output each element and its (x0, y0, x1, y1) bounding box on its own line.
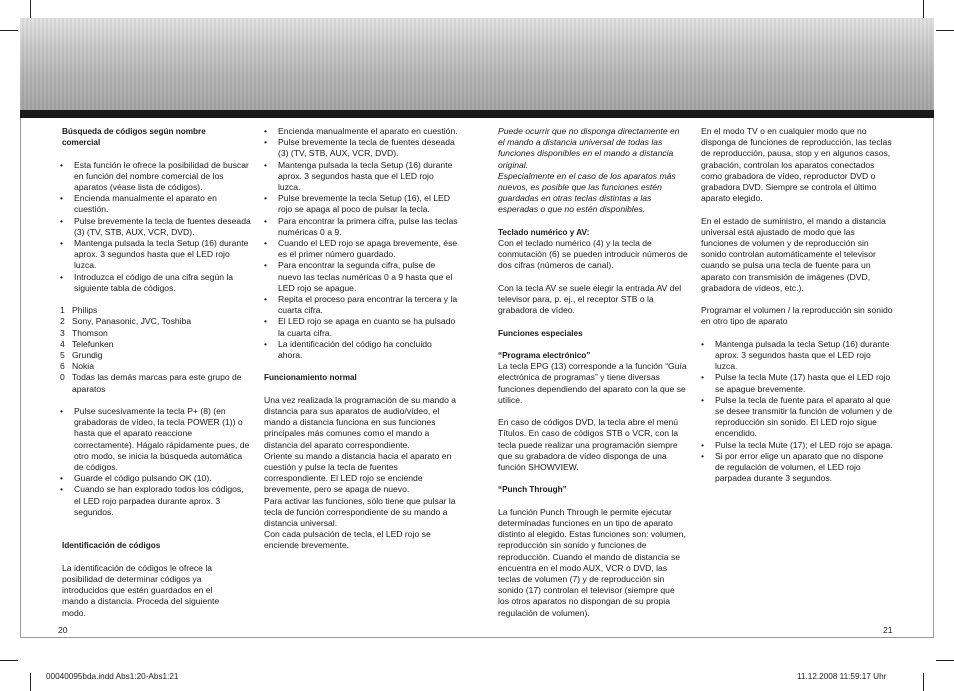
footer-timestamp: 11.12.2008 11:59:17 Uhr (797, 672, 887, 681)
heading-normal-operation: Funcionamiento normal (264, 373, 357, 383)
paragraph: La tecla EPG (13) corresponde a la función “Guía electrónica de programas” y tiene diversas funciones dependiendo del aparato con la que se utilice. (498, 361, 687, 405)
paragraph: Oriente su mando a distancia hacia el aparato en cuestión y pulse la tecla de fuentes correspondiente. El LED rojo se enciende brevemente, pero se apaga de nuevo. (264, 450, 452, 495)
bullet-list (60, 160, 252, 294)
bullet-list (60, 406, 252, 518)
paragraph: Programar el volumen / la reproducción sin sonido en otro tipo de aparato (701, 305, 893, 327)
frame-right (933, 118, 934, 638)
heading-special-functions: Funciones especiales (498, 328, 583, 338)
list-item: • Si por error elige un aparato que no dispone de regulación de volumen, el LED rojo parpadea durante 3 segundos. (701, 451, 893, 485)
heading-punch-through: “Punch Through” (498, 485, 567, 495)
frame-bottom (20, 637, 934, 638)
list-item: • Pulse sucesivamente la tecla P+ (8) (en grabadoras de vídeo, la tecla POWER (1)) o hasta que el aparato reaccione correctamente). Hágalo rápidamente pues, de otro modo, se inicia la búsqueda automática de códigos. (60, 406, 252, 473)
paragraph: La identificación de códigos le ofrece la posibilidad de determinar códigos ya introducidos que estén guardados en el mando a distancia. Proceda del siguiente modo. (62, 562, 220, 618)
paragraph: Para activar las funciones, sólo tiene que pulsar la tecla de función correspondiente de su mando a distancia universal. (264, 495, 456, 529)
brand-row: 2 Sony, Panasonic, JVC, Toshiba (60, 316, 192, 327)
bullet-list (701, 339, 893, 485)
frame-left (20, 118, 21, 638)
list-item: • Pulse brevemente la tecla Setup (16), el LED rojo se apaga al poco de pulsar la tecla. (264, 193, 458, 215)
brand-row: 4 Telefunken (60, 338, 114, 349)
list-item: • Esta función le ofrece la posibilidad de buscar en función del nombre comercial de los aparatos (véase lista de códigos). (60, 160, 252, 194)
list-item: • Cuando se han explorado todos los códigos, el LED rojo parpadea durante aprox. 3 segundos. (60, 484, 252, 518)
crop-mark (936, 660, 954, 661)
list-item: • Pulse brevemente la tecla de fuentes deseada (3) (TV, STB, AUX, VCR, DVD). (264, 137, 458, 159)
footer-file: 00040095bda.indd Abs1:20-Abs1:21 (46, 672, 179, 681)
list-item: • Para encontrar la primera cifra, pulse las teclas numéricas 0 a 9. (264, 216, 458, 238)
list-item: • Repita el proceso para encontrar la tercera y la cuarta cifra. (264, 294, 458, 316)
crop-mark (936, 30, 954, 31)
bullet-list (264, 126, 458, 361)
list-item: • Mantenga pulsada la tecla Setup (16) durante aprox. 3 segundos hasta que el LED rojo luzca. (701, 339, 893, 373)
brand-row: 0 Todas las demás marcas para este grupo de aparatos (60, 372, 242, 394)
list-item: • Pulse brevemente la tecla de fuentes deseada (3) (TV, STB, AUX, VCR, DVD). (60, 216, 252, 238)
list-item: • Pulse la tecla de fuente para el aparato al que se desee transmitir la función de volumen y de reproducción sin sonido. El LED rojo sigue encendido. (701, 395, 893, 440)
paragraph: En caso de códigos DVD, la tecla abre el menú Títulos. En caso de códigos STB o VCR, con la tecla puede realizar una programación siempre que su grabadora de vídeo disponga de una función SHOWVIEW. (498, 417, 679, 473)
list-item: • Mantenga pulsada la tecla Setup (16) durante aprox. 3 segundos hasta que el LED rojo luzca. (264, 160, 458, 194)
list-item: • Para encontrar la segunda cifra, pulse de nuevo las teclas numéricas 0 a 9 hasta que el LED rojo se apague. (264, 260, 458, 294)
heading-numeric-keypad: Teclado numérico y AV: (498, 227, 590, 237)
list-item: • Guarde el código pulsando OK (10). (60, 473, 252, 484)
brand-row: 6 Nokia (60, 361, 94, 372)
paragraph: Con la tecla AV se suele elegir la entrada AV del televisor para, p. ej., el receptor STB o la grabadora de vídeo. (498, 282, 682, 316)
heading-epg: “Programa electrónico” (498, 351, 591, 360)
list-item: • Introduzca el código de una cifra según la siguiente tabla de códigos. (60, 272, 252, 294)
list-item: • Pulse la tecla Mute (17); el LED rojo se apaga. (701, 440, 893, 451)
brand-code-table (60, 305, 252, 395)
list-item: • Encienda manualmente el aparato en cuestión. (60, 193, 252, 215)
crop-mark (0, 660, 18, 661)
list-item: • La identificación del código ha concluido ahora. (264, 339, 458, 361)
paragraph: Una vez realizada la programación de su mando a distancia para sus aparatos de audio/vídeo, el mando a distancia funciona en sus funciones principales más comunes como el mando a distancia del aparato correspondiente. (264, 394, 457, 450)
list-item: • Encienda manualmente el aparato en cuestión. (264, 126, 458, 137)
list-item: • El LED rojo se apaga en cuanto se ha pulsado la cuarta cifra. (264, 316, 458, 338)
header-bar (20, 110, 934, 118)
column-3 (498, 126, 688, 619)
note-paragraph: Puede ocurrir que no disponga directamente en el mando a distancia universal de todas las funciones disponibles en el mando a distancia original. (498, 126, 680, 170)
header-band (20, 18, 934, 110)
crop-mark (30, 673, 31, 691)
paragraph: En el modo TV o en cualquier modo que no disponga de funciones de reproducción, las teclas de reproducción, pausa, stop y en algunos casos, grabación, controlan los aparatos conectados como grabadora de vídeo, reproductor DVD o grabadora DVD. Siempre se controla el último aparato elegido. (701, 126, 892, 204)
brand-row: 5 Grundig (60, 350, 103, 361)
crop-mark (923, 0, 924, 18)
paragraph: Con cada pulsación de tecla, el LED rojo se enciende brevemente. (264, 529, 431, 551)
page-number-right: 21 (883, 625, 893, 635)
crop-mark (923, 673, 924, 691)
list-item: • Mantenga pulsada la tecla Setup (16) durante aprox. 3 segundos hasta que el LED rojo luzca. (60, 238, 252, 272)
paragraph: Con el teclado numérico (4) y la tecla de conmutación (6) se pueden introducir números de dos cifras (números de canal). (498, 238, 688, 271)
heading-code-identification: Identificación de códigos (62, 541, 161, 551)
crop-mark (0, 30, 18, 31)
brand-row: 3 Thomson (60, 327, 108, 338)
page-number-left: 20 (58, 625, 68, 635)
brand-row: 1 Philips (60, 305, 98, 316)
list-item: • Cuando el LED rojo se apaga brevemente, ése es el primer número guardado. (264, 238, 458, 260)
note-paragraph: Especialmente en el caso de los aparatos más nuevos, es posible que las funciones estén guardadas en otras teclas distintas a las esperadas o que no estén disponibles. (498, 170, 676, 215)
paragraph: En el estado de suministro, el mando a distancia universal está ajustado de modo que las funciones de volumen y de reproducción sin sonido controlan automáticamente el televisor cuando se pulsa una tecla de fuente para un aparato con transmisión de imágenes (DVD, grabadora de vídeos, etc.). (701, 215, 886, 293)
crop-mark (30, 0, 31, 18)
column-2 (264, 126, 458, 552)
heading-brand-search: Búsqueda de códigos según nombre comercial (62, 127, 206, 148)
paragraph: La función Punch Through le permite ejecutar determinadas funciones en un tipo de aparato distinto al elegido. Estas funciones son: volumen, reproducción sin sonido y funciones de reproducción. Cuando el mando de distancia se encuentra en el modo AUX, VCR o DVD, las teclas de volumen (7) y de reproducción sin sonido (17) controlan el televisor (siempre que los otros aparatos no dispongan de su propia regulación de volumen). (498, 506, 686, 618)
list-item: • Pulse la tecla Mute (17) hasta que el LED rojo se apague brevemente. (701, 372, 893, 394)
column-4 (701, 126, 893, 484)
column-1 (60, 126, 252, 619)
